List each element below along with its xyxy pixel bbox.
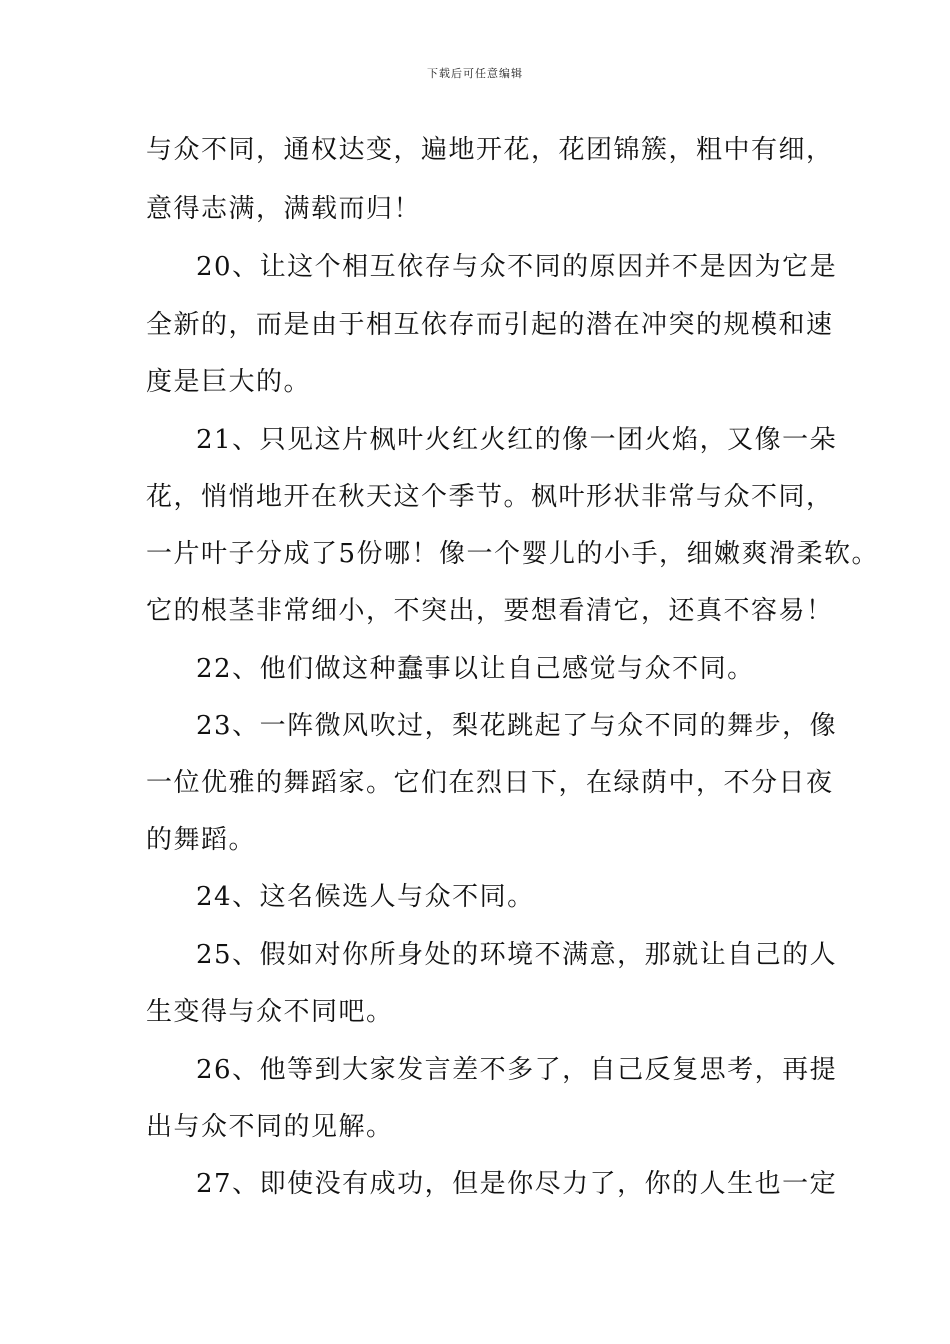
text-line: 花，悄悄地开在秋天这个季节。枫叶形状非常与众不同，	[146, 482, 834, 512]
paragraph-start-21: 21、只见这片枫叶火红火红的像一团火焰，又像一朵	[196, 425, 838, 455]
paragraph-start-27: 27、即使没有成功，但是你尽力了，你的人生也一定	[196, 1169, 838, 1199]
paragraph-start-26: 26、他等到大家发言差不多了，自己反复思考，再提	[196, 1055, 838, 1085]
text-line: 与众不同，通权达变，遍地开花，花团锦簇，粗中有细，	[146, 135, 834, 165]
text-line: 生变得与众不同吧。	[146, 997, 394, 1027]
text-line: 全新的，而是由于相互依存而引起的潜在冲突的规模和速	[146, 310, 834, 340]
text-line: 的舞蹈。	[146, 825, 257, 855]
paragraph-start-20: 20、让这个相互依存与众不同的原因并不是因为它是	[196, 252, 838, 282]
paragraph-start-22: 22、他们做这种蠢事以让自己感觉与众不同。	[196, 654, 755, 684]
text-line: 意得志满，满载而归！	[146, 194, 422, 224]
page-header: 下载后可任意编辑	[427, 67, 523, 80]
text-line: 一片叶子分成了5份哪！像一个婴儿的小手，细嫩爽滑柔软。	[146, 539, 880, 569]
paragraph-start-25: 25、假如对你所身处的环境不满意，那就让自己的人	[196, 940, 838, 970]
text-line: 度是巨大的。	[146, 367, 312, 397]
text-line: 一位优雅的舞蹈家。它们在烈日下，在绿荫中，不分日夜	[146, 768, 834, 798]
paragraph-start-24: 24、这名候选人与众不同。	[196, 882, 535, 912]
text-line: 它的根茎非常细小，不突出，要想看清它，还真不容易！	[146, 596, 834, 626]
paragraph-start-23: 23、一阵微风吹过，梨花跳起了与众不同的舞步，像	[196, 711, 838, 741]
text-line: 出与众不同的见解。	[146, 1112, 394, 1142]
